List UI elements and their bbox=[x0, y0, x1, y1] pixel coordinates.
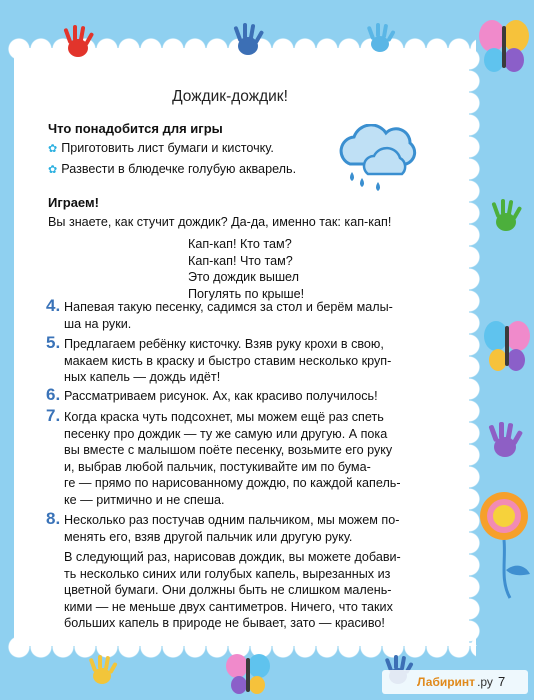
butterfly-icon bbox=[226, 652, 270, 696]
play-heading: Играем! bbox=[48, 195, 99, 210]
watermark-brand: Лабиринт bbox=[417, 675, 476, 689]
blue-handprint-icon bbox=[228, 20, 268, 60]
poem-line: Погулять по крыше! bbox=[188, 286, 305, 301]
rain-cloud-icon bbox=[328, 124, 428, 196]
page-number: 7 bbox=[498, 674, 506, 689]
poem-line: Кап-кап! Что там? bbox=[188, 253, 293, 268]
needs-item: ✿ Развести в блюдечке голубую акварель. bbox=[48, 162, 297, 176]
butterfly-icon bbox=[478, 16, 530, 76]
step-text: Рассматриваем рисунок. Ах, как красиво получилось! bbox=[64, 389, 378, 403]
page-title: Дождик-дождик! bbox=[172, 88, 288, 105]
step-text: Предлагаем ребёнку кисточку. Взяв руку крохи в свою, макаем кисть в краску и быстро ставим несколько круп- ных капель — дождь идёт! bbox=[64, 337, 392, 385]
light-blue-handprint-icon bbox=[362, 20, 398, 56]
needs-heading: Что понадобится для игры bbox=[48, 121, 223, 136]
step-number: 7. bbox=[46, 406, 61, 425]
red-handprint-icon bbox=[58, 22, 98, 62]
flower-bullet-icon: ✿ bbox=[48, 164, 58, 176]
step-number: 6. bbox=[46, 385, 61, 404]
step-text: Когда краска чуть подсохнет, мы можем ещё раз спеть песенку про дождик — ту же самую или другую. А пока вы вместе с малышом поёте песенку, возьмите его руку и, выбрав любой пальчик, постукивайте им по бума- ге — прямо по нарисованному дождю, по каждой капель- ке — ритмично и не спеша. bbox=[64, 410, 401, 507]
needs-item: ✿ Приготовить лист бумаги и кисточку. bbox=[48, 141, 274, 155]
step-text: Несколько раз постучав одним пальчиком, мы можем по- менять его, взяв другой пальчик или другую руку. bbox=[64, 513, 400, 544]
poem-line: Кап-кап! Кто там? bbox=[188, 237, 292, 251]
flower-icon bbox=[470, 490, 534, 600]
step-number: 8. bbox=[46, 509, 61, 528]
yellow-handprint-icon bbox=[84, 652, 120, 688]
flower-bullet-icon: ✿ bbox=[48, 143, 58, 155]
watermark-suffix: .ру bbox=[477, 675, 493, 689]
green-handprint-icon bbox=[486, 196, 526, 236]
watermark bbox=[382, 670, 528, 694]
poem-line: Это дождик вышел bbox=[188, 270, 299, 284]
purple-handprint-icon bbox=[482, 418, 528, 464]
play-intro: Вы знаете, как стучит дождик? Да-да, именно так: кап-кап! bbox=[48, 215, 392, 229]
final-paragraph: В следующий раз, нарисовав дождик, вы можете добави- ть несколько синих или голубых капель, вырезанных из цветной бумаги. Они должны быть не слишком малень- кими — не меньше двух сантиметров. Ничего, что таких больших капель в природе не бывает, зато — красиво! bbox=[64, 550, 401, 631]
step-text: Напевая такую песенку, садимся за стол и берём малы- ша на руки. bbox=[64, 300, 393, 331]
step-number: 4. bbox=[46, 296, 61, 315]
step-number: 5. bbox=[46, 333, 61, 352]
butterfly-icon bbox=[484, 318, 530, 374]
poem bbox=[188, 236, 304, 302]
